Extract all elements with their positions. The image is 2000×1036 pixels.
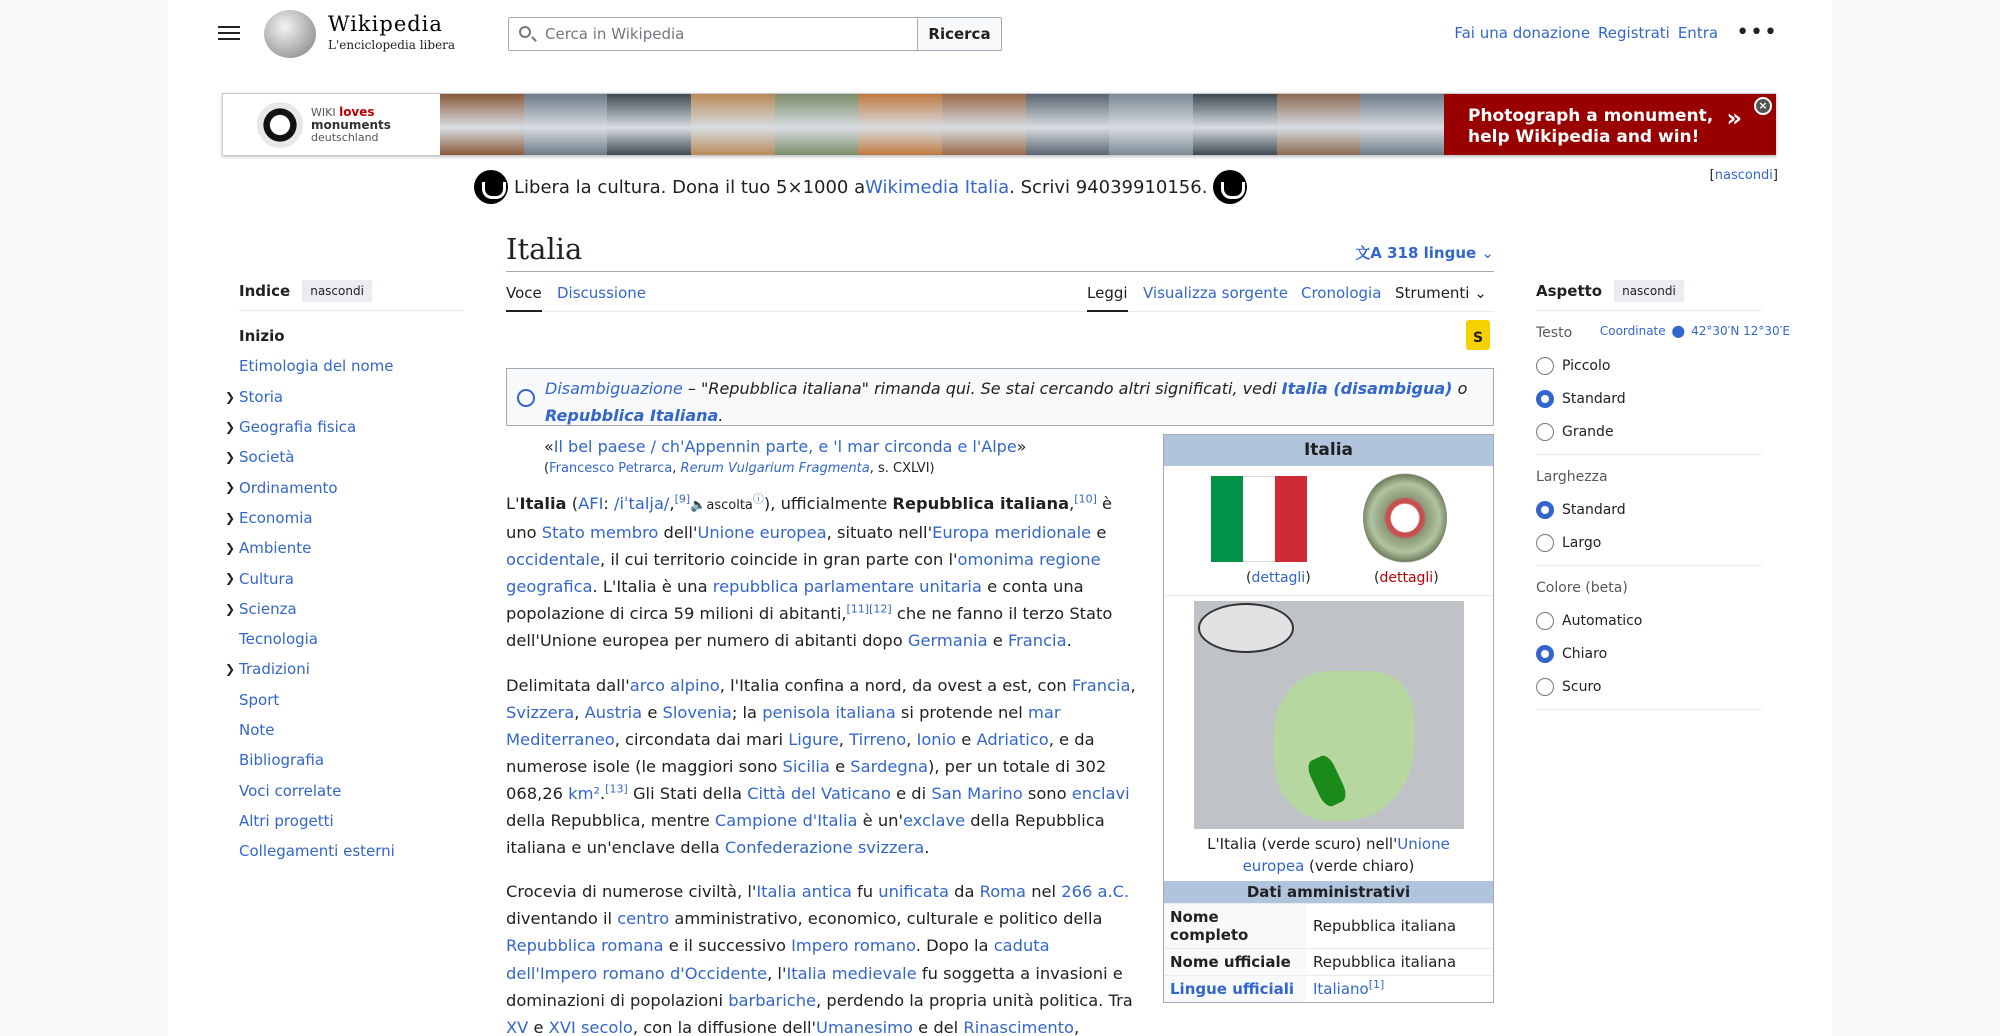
radio-button[interactable] [1536,678,1554,696]
link[interactable]: Slovenia [662,702,732,722]
link[interactable]: centro [617,909,670,929]
quote-open: « [544,437,554,456]
page [168,0,1832,1036]
italiano-link[interactable]: Italiano [1313,980,1369,998]
monument-photo [691,94,775,155]
toc-item-label[interactable]: Economia [239,508,313,527]
link[interactable]: Unione europea [697,523,827,543]
chevron-right-icon[interactable]: ❯ [225,541,236,556]
toc-list [225,321,464,866]
toc-item-label[interactable]: Ambiente [239,539,312,558]
radio-label: Chiaro [1562,645,1608,662]
chevron-right-icon[interactable]: ❯ [225,510,236,525]
wlm-logo [223,94,440,155]
map-caption [1164,831,1493,881]
page-title-bar [506,232,1494,272]
hatnote-or: o [1452,379,1468,398]
radio-label: Piccolo [1562,357,1611,374]
epigraph [544,436,1084,480]
toc-item-label[interactable]: Scienza [239,599,297,618]
tab-strumenti[interactable] [1395,284,1487,312]
location-map[interactable] [1164,596,1493,831]
appearance-hide-button[interactable]: nascondi [1614,280,1684,302]
appearance-title: Aspetto [1536,282,1603,300]
toc-item[interactable] [239,624,464,654]
quote-close: » [1016,437,1027,456]
radio-label: Automatico [1562,612,1643,629]
emblem-of-italy[interactable] [1363,472,1447,564]
emblem-details-link[interactable]: dettagli [1379,570,1434,586]
radio-button[interactable] [1536,645,1554,663]
work-link[interactable]: Rerum Vulgarium Fragmenta [680,461,870,476]
notice-text-post: . Scrivi 94039910156. [1009,176,1208,198]
register-link[interactable]: Registrati [1598,24,1670,42]
monument-photo [607,94,691,155]
toc-item[interactable] [239,321,464,351]
hatnote-end: . [718,406,724,425]
monument-photo-strip [440,94,1444,155]
link[interactable]: Ionio [916,729,957,749]
radio-option[interactable] [1536,493,1762,526]
appearance-group [1536,580,1762,710]
radio-option[interactable] [1536,526,1762,559]
toc-item[interactable] [239,836,464,866]
radio-label: Grande [1562,423,1614,440]
map-pin-icon: ⬤ [1671,324,1686,338]
radio-label: Standard [1562,390,1626,407]
hatnote [506,368,1494,426]
toc-title: Indice [239,282,291,300]
wikimedia-logo-icon [1213,170,1247,204]
link[interactable]: Italia medievale [786,963,917,983]
wikimedia-logo-icon [474,170,508,204]
link[interactable]: Tirreno [849,729,907,749]
hatnote-text: – "Repubblica italiana" rimanda qui. Se stai cercando altri significati, vedi [682,379,1282,398]
monument-photo [858,94,942,155]
radio-label: Scuro [1562,678,1602,695]
paragraph-3: Crocevia di numerose civiltà, l'Italia antica fu unificata da Roma nel 266 a.C. diventando il centro amministrativo, economico, culturale e politico della Repubblica romana e il successivo Impero romano. Dopo la caduta dell'Impero romano d'Occidente, l'Italia medievale fu soggetta a invasioni e dominazioni di popolazioni barbariche, perdendo la propria unità politica. Tra XV e XVI secolo, con la diffusione dell'Umanesimo e del Rinascimento, [506,882,1133,1036]
language-selector[interactable] [1355,242,1494,263]
toc-item[interactable] [225,503,464,533]
link[interactable]: penisola italiana [762,702,896,722]
toc-item-label[interactable]: Collegamenti esterni [239,842,395,861]
paragraph-2: Delimitata dall'arco alpino, l'Italia confina a nord, da ovest a est, con Francia, Svizzera, Austria e Slovenia; la penisola italiana si protende nel mar Mediterraneo, circondata dai mari Ligure, Tirreno, Ionio e Adriatico, e da numerose isole (le maggiori sono Sicilia e Sardegna), per un totale di 302 068,26 km².[13] Gli Stati della Città del Vaticano e di San Marino sono enclavi della Repubblica, mentre Campione d'Italia è un'exclave della Repubblica italiana e un'enclave della Confederazione svizzera. [506,675,1136,858]
toc-item[interactable] [239,715,464,745]
monument-photo [524,94,608,155]
toc-item-label[interactable]: Cultura [239,569,294,588]
toc-item[interactable] [225,472,464,502]
radio-label: Standard [1562,501,1626,518]
ref-13[interactable]: [13] [605,782,628,796]
table-row [1164,976,1493,1003]
link[interactable]: 266 a.C. [1061,882,1130,902]
ref-1[interactable]: [1] [1368,978,1385,991]
link[interactable]: exclave [902,811,966,831]
strumenti-label: Strumenti [1395,284,1470,302]
globe-inset [1198,603,1294,653]
promo-line-2: help Wikipedia and win! [1468,127,1700,147]
monument-photo [1109,94,1193,155]
link[interactable]: caduta dell'Impero romano d'Occidente [506,936,1050,983]
link[interactable]: Sicilia [782,756,830,776]
close-icon[interactable]: × [1754,97,1772,115]
bracket-close: ] [1772,168,1778,183]
double-chevron-right-icon[interactable]: » [1726,104,1742,132]
afi-link[interactable]: AFI [578,494,604,513]
link[interactable]: Europa meridionale [932,523,1092,543]
banner-promo[interactable] [1444,94,1776,155]
link[interactable]: Città del Vaticano [747,783,891,803]
logo-word: Wikipedia [328,12,443,36]
ipa-link[interactable]: /iˈtalja/ [614,494,670,513]
map-caption-pre: L'Italia (verde scuro) nell' [1207,835,1398,853]
link[interactable]: Austria [584,702,643,722]
radio-button[interactable] [1536,423,1554,441]
toc-item[interactable] [239,806,464,836]
chevron-right-icon[interactable]: ❯ [225,571,236,586]
src-end: , s. CXLVI) [869,461,935,476]
link[interactable]: Italia antica [756,882,852,902]
chevron-right-icon[interactable]: ❯ [225,419,236,434]
italia-disambigua-link[interactable]: Italia (disambigua) [1281,379,1453,398]
wlm-word-wiki: WIKI [311,105,336,119]
row-value: Repubblica italiana [1307,904,1493,949]
wikipedia-wordmark[interactable] [328,12,455,52]
toc-item-label[interactable]: Società [239,448,295,467]
notice-text-pre: Libera la cultura. Dona il tuo 5×1000 a [514,176,866,198]
toc-item[interactable] [225,442,464,472]
radio-label: Largo [1562,534,1602,551]
link[interactable]: Svizzera [506,702,575,722]
promo-line-1: Photograph a monument, [1468,106,1714,126]
radio-option[interactable] [1536,604,1762,637]
quote-link[interactable]: Il bel paese / ch'Appennin parte, e 'l mar circonda e l'Alpe [553,437,1017,456]
radio-option[interactable] [1536,670,1762,703]
link[interactable]: Roma [979,882,1027,902]
infobox-table [1164,903,1493,1002]
infobox [1163,434,1494,1003]
link[interactable]: Rinascimento [963,1017,1075,1036]
toc-item-label[interactable]: Bibliografia [239,751,325,770]
tab-cronologia[interactable]: Cronologia [1301,284,1382,302]
src-sep: , [672,461,681,476]
eu-link[interactable]: Unione europea [1242,835,1450,875]
link[interactable]: Francia [1071,675,1131,695]
donate-link[interactable]: Fai una donazione [1454,24,1591,42]
src-open: ( [544,461,550,476]
repubblica-italiana-link[interactable]: Repubblica Italiana [545,406,719,425]
toc-item[interactable] [225,382,464,412]
infobox-symbols [1164,466,1493,596]
row-key-link[interactable]: Lingue ufficiali [1164,976,1307,1003]
tab-discussione[interactable]: Discussione [557,284,646,302]
coordinates-label[interactable]: Coordinate [1599,324,1666,338]
toc-item-label[interactable]: Altri progetti [239,811,334,830]
user-links [1446,20,1778,45]
ref-9[interactable]: [9] [674,492,691,506]
link[interactable]: XV [506,1017,529,1036]
toc-item-label[interactable]: Storia [239,387,284,406]
row-key: Nome ufficiale [1164,949,1307,976]
radio-option[interactable] [1536,415,1762,448]
appearance-groups [1536,325,1762,710]
link[interactable]: Umanesimo [816,1017,913,1036]
link[interactable]: Impero romano [791,936,916,956]
wikimedia-italia-link[interactable]: Wikimedia Italia [865,176,1010,198]
toc-item-label: Inizio [239,327,285,346]
disambiguation-link[interactable]: Disambiguazione [545,379,683,398]
radio-option[interactable] [1536,637,1762,670]
emblem-details: (dettagli) [1374,570,1439,586]
link[interactable]: Stato membro [541,523,659,543]
hide-notice-link[interactable]: nascondi [1714,168,1773,183]
login-link[interactable]: Entra [1677,24,1719,42]
toc-item[interactable] [239,351,464,381]
monument-photo [440,94,524,155]
row-key: Nome completo [1164,904,1307,949]
chevron-right-icon[interactable]: ❯ [225,389,236,404]
author-link[interactable]: Francesco Petrarca [549,461,673,476]
appearance-panel [1536,280,1762,710]
toc-item-label[interactable]: Tecnologia [239,630,318,649]
radio-button[interactable] [1536,501,1554,519]
toc-item-label[interactable]: Tradizioni [239,660,310,679]
link[interactable]: km² [568,783,600,803]
monument-photo [942,94,1026,155]
wlm-logo-icon [257,102,303,148]
link[interactable]: Ligure [788,729,839,749]
toc-hide-button[interactable]: nascondi [302,280,372,302]
link[interactable]: Francia [1007,631,1067,651]
paragraph-1: L'Italia (AFI: /iˈtalja/,[9]🔈ascoltaⓘ), ufficialmente Repubblica italiana,[10] è uno Stato membro dell'Unione europea, situato nell'Europa meridionale e occidentale, il cui territorio coincide in gran parte con l'omonima regione geografica. L'Italia è una repubblica parlamentare unitaria e conta una popolazione di circa 59 milioni di abitanti,[11][12] che ne fanno il terzo Stato dell'Unione europea per numero di abitanti dopo Germania e Francia. [506,492,1113,651]
link[interactable]: unificata [878,882,949,902]
semi-protection-lock-icon[interactable]: S [1466,320,1490,350]
italian-flag[interactable] [1211,476,1307,562]
chevron-right-icon[interactable]: ❯ [225,601,236,616]
appearance-group [1536,325,1762,455]
wikipedia-globe-logo[interactable] [264,10,316,58]
disambiguation-icon [517,389,535,407]
map-caption-post: (verde chiaro) [1304,857,1415,875]
info-icon[interactable]: ⓘ [752,492,764,506]
link[interactable]: barbariche [728,990,817,1010]
table-row [1164,949,1493,976]
translate-icon: 文A [1355,244,1388,262]
coordinates-value[interactable]: 42°30′N 12°30′E [1691,324,1790,338]
toc-item[interactable] [239,745,464,775]
ref-10[interactable]: [10] [1074,492,1097,506]
row-value: Repubblica italiana [1307,949,1493,976]
search-button[interactable]: Ricerca [917,17,1002,51]
link[interactable]: occidentale [506,550,600,570]
radio-button[interactable] [1536,534,1554,552]
link[interactable]: Adriatico [976,729,1049,749]
wlm-word-monuments: monuments [311,117,391,132]
appearance-group [1536,469,1762,566]
link[interactable]: arco alpino [629,675,720,695]
radio-option[interactable] [1536,382,1762,415]
monument-photo [1026,94,1110,155]
audio-ascolta[interactable]: 🔈ascolta [690,498,753,513]
search-input[interactable] [545,23,905,45]
ref-11-12[interactable]: [11][12] [846,602,892,616]
hide-notice [1710,168,1778,183]
chevron-right-icon[interactable]: ❯ [225,480,236,495]
wlm-word-country: deutschland [311,130,379,144]
monument-photo [775,94,859,155]
monument-photo [1277,94,1361,155]
monument-photo [1360,94,1444,155]
article-body [506,490,1136,1036]
link[interactable]: San Marino [931,783,1023,803]
table-row [1164,904,1493,949]
table-of-contents [225,280,464,866]
toc-item-label[interactable]: Voci correlate [239,781,342,800]
toc-item[interactable] [225,594,464,624]
flag-details: (dettagli) [1246,570,1311,586]
link[interactable]: Confederazione svizzera [724,838,925,858]
appearance-group-label: Testo [1536,325,1573,341]
toc-item-label[interactable]: Sport [239,690,280,709]
chevron-right-icon[interactable]: ❯ [225,450,236,465]
europe-map [1194,601,1464,829]
link[interactable]: XVI secolo [548,1017,633,1036]
infobox-title: Italia [1164,435,1493,466]
link[interactable]: mar Mediterraneo [506,702,1061,749]
page-title: Italia [506,232,583,266]
chevron-down-icon: ⌄ [1481,244,1494,262]
radio-button[interactable] [1536,612,1554,630]
row-value [1307,976,1493,1003]
toc-item[interactable] [239,685,464,715]
donation-notice [468,170,1253,204]
main-menu-button[interactable] [218,22,240,44]
chevron-right-icon[interactable]: ❯ [225,662,236,677]
toc-item[interactable] [225,412,464,442]
radio-button[interactable] [1536,357,1554,375]
toc-item[interactable] [225,533,464,563]
search-icon [519,26,531,38]
more-options-icon[interactable]: ••• [1736,20,1778,45]
search-box [508,17,918,51]
wlm-word-loves: loves [339,104,375,119]
tab-visualizza-sorgente[interactable]: Visualizza sorgente [1143,284,1288,302]
link[interactable]: Repubblica romana [506,936,664,956]
monument-photo [1193,94,1277,155]
tab-leggi[interactable]: Leggi [1087,284,1128,312]
logo-tagline: L'enciclopedia libera [328,38,456,52]
link[interactable]: repubblica parlamentare unitaria [712,577,982,597]
infobox-section-title: Dati amministrativi [1164,881,1493,903]
toc-item-label[interactable]: Note [239,721,275,739]
toc-item[interactable] [239,775,464,805]
flag-details-link[interactable]: dettagli [1251,570,1306,586]
toc-item-label[interactable]: Etimologia del nome [239,357,394,376]
toc-item[interactable] [225,654,464,684]
radio-option[interactable] [1536,349,1762,382]
appearance-group-label: Larghezza [1536,469,1608,485]
bracket-open: [ [1709,168,1715,183]
page-tabs [506,282,1494,312]
tab-voce[interactable]: Voce [506,284,542,312]
link[interactable]: Campione d'Italia [714,811,858,831]
link[interactable]: omonima regione geografica [506,550,1101,597]
chevron-down-icon: ⌄ [1474,284,1487,302]
link[interactable]: Germania [907,631,988,651]
toc-item-label[interactable]: Ordinamento [239,478,338,497]
radio-button[interactable] [1536,390,1554,408]
wlm-banner[interactable] [222,93,1776,156]
link[interactable]: Sardegna [850,756,928,776]
appearance-group-label: Colore (beta) [1536,580,1628,596]
toc-item-label[interactable]: Geografia fisica [239,418,357,437]
link[interactable]: enclavi [1071,783,1130,803]
language-count: 318 lingue [1387,244,1477,262]
toc-item[interactable] [225,563,464,593]
